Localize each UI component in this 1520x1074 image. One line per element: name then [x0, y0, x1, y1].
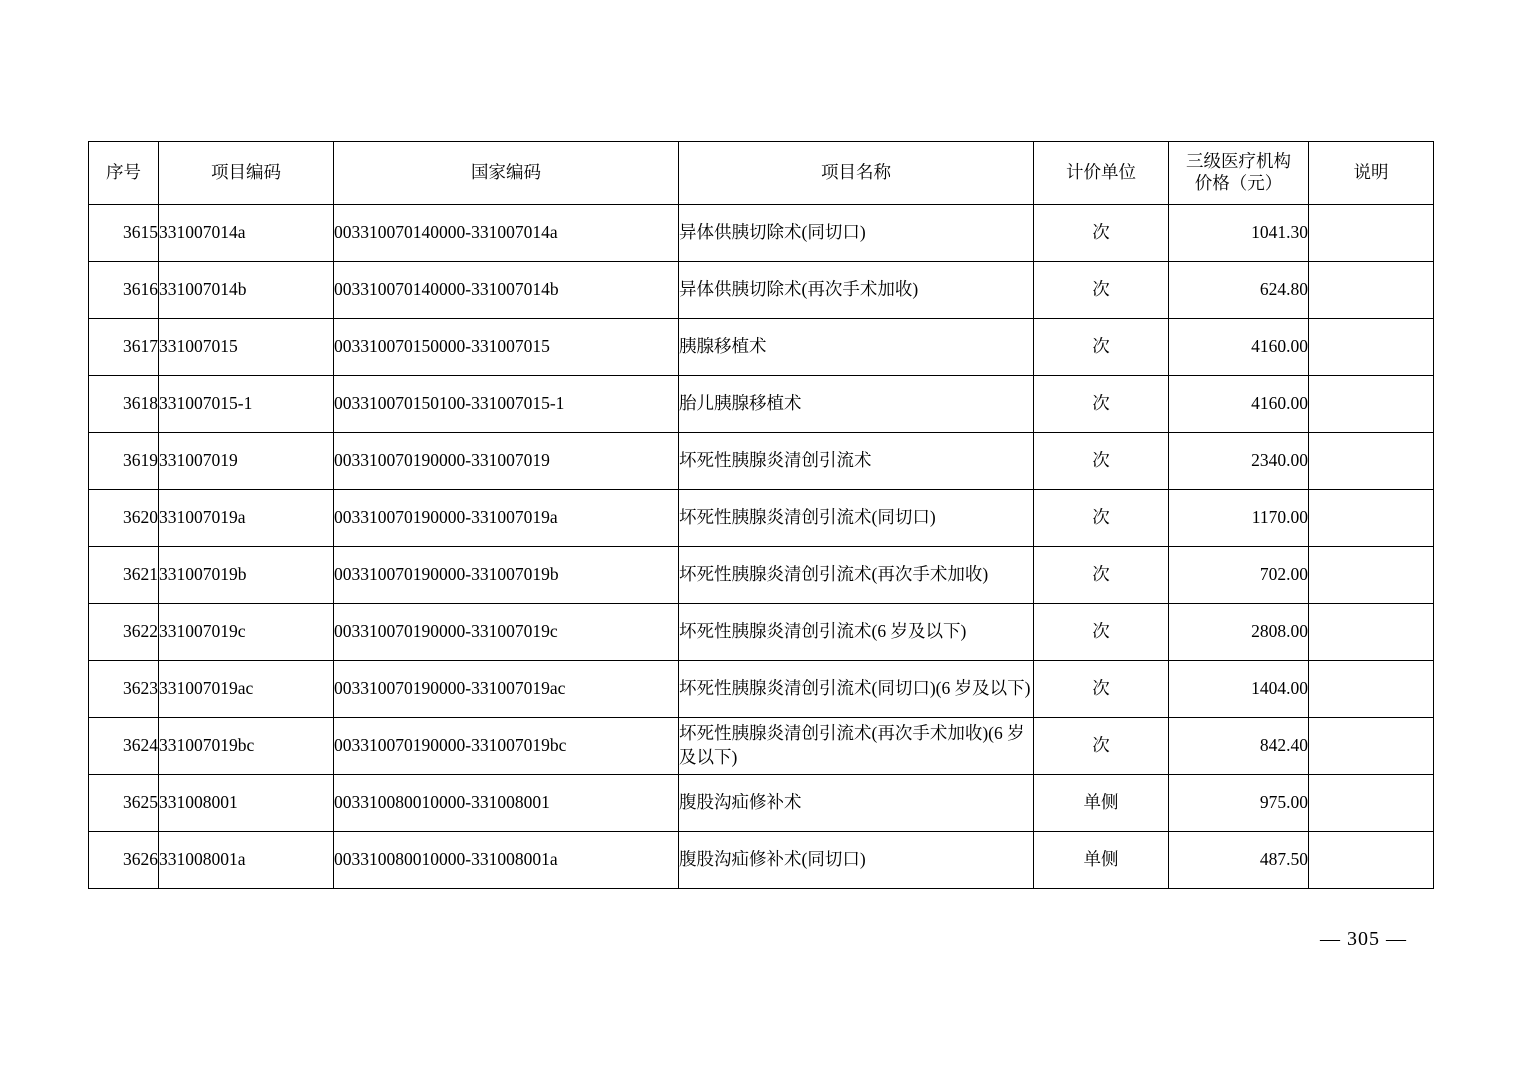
cell-item-code: 331007019b [159, 547, 334, 604]
cell-unit: 单侧 [1034, 832, 1169, 889]
cell-unit: 次 [1034, 376, 1169, 433]
cell-item-name: 坏死性胰腺炎清创引流术(6 岁及以下) [679, 604, 1034, 661]
cell-note [1309, 319, 1434, 376]
cell-note [1309, 376, 1434, 433]
cell-note [1309, 490, 1434, 547]
cell-item-code: 331007014b [159, 262, 334, 319]
table-row [89, 718, 1434, 775]
cell-seq: 3621 [89, 547, 159, 604]
cell-national-code: 003310080010000-331008001 [334, 775, 679, 832]
cell-item-code: 331007019ac [159, 661, 334, 718]
column-header-price-line1: 三级医疗机构 [1186, 151, 1291, 172]
column-header-price-line2: 价格（元） [1194, 173, 1283, 193]
cell-unit: 次 [1034, 661, 1169, 718]
cell-national-code: 003310070190000-331007019 [334, 433, 679, 490]
cell-item-name: 坏死性胰腺炎清创引流术(同切口) [679, 490, 1034, 547]
cell-unit: 次 [1034, 718, 1169, 775]
column-header-seq: 序号 [89, 142, 159, 205]
cell-price: 1170.00 [1169, 490, 1309, 547]
cell-seq: 3616 [89, 262, 159, 319]
cell-seq: 3622 [89, 604, 159, 661]
table-body [89, 205, 1434, 889]
cell-item-name: 胎儿胰腺移植术 [679, 376, 1034, 433]
table-row [89, 547, 1434, 604]
table-row [89, 490, 1434, 547]
cell-unit: 次 [1034, 433, 1169, 490]
table-header-row [89, 142, 1434, 205]
table-row [89, 604, 1434, 661]
cell-item-name: 胰腺移植术 [679, 319, 1034, 376]
cell-item-name: 腹股沟疝修补术 [679, 775, 1034, 832]
cell-item-code: 331007015 [159, 319, 334, 376]
cell-national-code: 003310070190000-331007019bc [334, 718, 679, 775]
cell-item-code: 331008001a [159, 832, 334, 889]
cell-item-name: 坏死性胰腺炎清创引流术(再次手术加收)(6 岁及以下) [679, 718, 1034, 775]
medical-price-table [88, 141, 1434, 889]
table-row [89, 319, 1434, 376]
cell-item-code: 331007019bc [159, 718, 334, 775]
cell-unit: 次 [1034, 319, 1169, 376]
cell-price: 4160.00 [1169, 376, 1309, 433]
cell-unit: 次 [1034, 205, 1169, 262]
cell-price: 1041.30 [1169, 205, 1309, 262]
column-header-item-name: 项目名称 [679, 142, 1034, 205]
table-row [89, 775, 1434, 832]
cell-item-name: 坏死性胰腺炎清创引流术 [679, 433, 1034, 490]
cell-item-name: 异体供胰切除术(再次手术加收) [679, 262, 1034, 319]
cell-unit: 次 [1034, 490, 1169, 547]
cell-seq: 3618 [89, 376, 159, 433]
cell-price: 842.40 [1169, 718, 1309, 775]
cell-national-code: 003310070190000-331007019b [334, 547, 679, 604]
cell-price: 2808.00 [1169, 604, 1309, 661]
cell-price: 1404.00 [1169, 661, 1309, 718]
table-row [89, 661, 1434, 718]
cell-item-code: 331007019 [159, 433, 334, 490]
cell-price: 4160.00 [1169, 319, 1309, 376]
cell-item-code: 331007019c [159, 604, 334, 661]
cell-item-name: 坏死性胰腺炎清创引流术(再次手术加收) [679, 547, 1034, 604]
cell-national-code: 003310080010000-331008001a [334, 832, 679, 889]
table-row [89, 205, 1434, 262]
table-row [89, 433, 1434, 490]
cell-seq: 3625 [89, 775, 159, 832]
column-header-item-code: 项目编码 [159, 142, 334, 205]
cell-price: 702.00 [1169, 547, 1309, 604]
cell-seq: 3623 [89, 661, 159, 718]
cell-seq: 3626 [89, 832, 159, 889]
cell-unit: 单侧 [1034, 775, 1169, 832]
cell-seq: 3619 [89, 433, 159, 490]
table-row [89, 832, 1434, 889]
cell-note [1309, 433, 1434, 490]
cell-item-code: 331007015-1 [159, 376, 334, 433]
cell-national-code: 003310070150100-331007015-1 [334, 376, 679, 433]
column-header-unit: 计价单位 [1034, 142, 1169, 205]
column-header-national-code: 国家编码 [334, 142, 679, 205]
cell-national-code: 003310070140000-331007014b [334, 262, 679, 319]
cell-note [1309, 547, 1434, 604]
cell-national-code: 003310070190000-331007019c [334, 604, 679, 661]
cell-item-code: 331007019a [159, 490, 334, 547]
cell-note [1309, 832, 1434, 889]
cell-price: 2340.00 [1169, 433, 1309, 490]
cell-price: 624.80 [1169, 262, 1309, 319]
cell-national-code: 003310070140000-331007014a [334, 205, 679, 262]
cell-unit: 次 [1034, 262, 1169, 319]
cell-national-code: 003310070190000-331007019a [334, 490, 679, 547]
cell-seq: 3624 [89, 718, 159, 775]
cell-item-name: 坏死性胰腺炎清创引流术(同切口)(6 岁及以下) [679, 661, 1034, 718]
cell-unit: 次 [1034, 547, 1169, 604]
cell-item-name: 腹股沟疝修补术(同切口) [679, 832, 1034, 889]
column-header-note: 说明 [1309, 142, 1434, 205]
cell-seq: 3617 [89, 319, 159, 376]
cell-note [1309, 661, 1434, 718]
cell-national-code: 003310070150000-331007015 [334, 319, 679, 376]
cell-note [1309, 604, 1434, 661]
cell-unit: 次 [1034, 604, 1169, 661]
cell-note [1309, 205, 1434, 262]
column-header-price [1169, 142, 1309, 205]
cell-item-name: 异体供胰切除术(同切口) [679, 205, 1034, 262]
table-row [89, 376, 1434, 433]
page-number: — 305 — [1320, 928, 1407, 950]
cell-note [1309, 718, 1434, 775]
cell-note [1309, 775, 1434, 832]
cell-seq: 3615 [89, 205, 159, 262]
cell-price: 487.50 [1169, 832, 1309, 889]
cell-national-code: 003310070190000-331007019ac [334, 661, 679, 718]
cell-note [1309, 262, 1434, 319]
cell-price: 975.00 [1169, 775, 1309, 832]
cell-seq: 3620 [89, 490, 159, 547]
cell-item-code: 331007014a [159, 205, 334, 262]
table-header [89, 142, 1434, 205]
table-row [89, 262, 1434, 319]
cell-item-code: 331008001 [159, 775, 334, 832]
